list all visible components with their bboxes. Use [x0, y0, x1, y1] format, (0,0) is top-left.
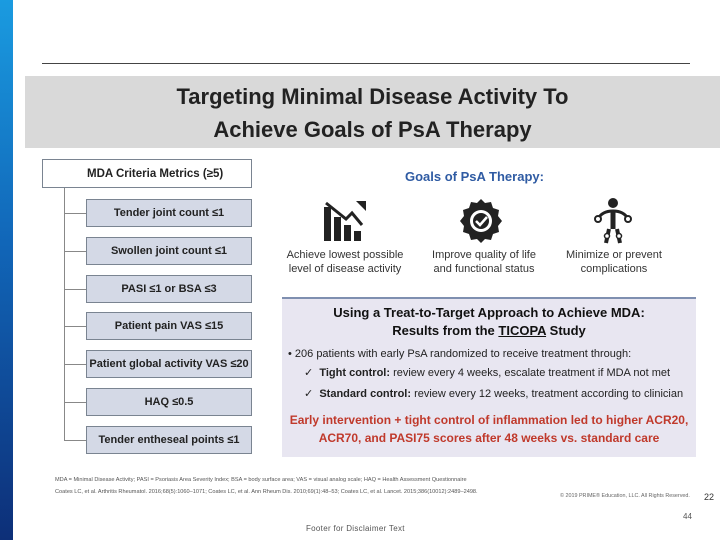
goal-quality-of-life [414, 248, 554, 276]
ticopa-panel [282, 297, 696, 457]
tight-control-label: Tight control: [319, 367, 391, 379]
quality-badge-icon [456, 197, 506, 245]
criterion-pasi-bsa: PASI ≤1 or BSA ≤3 [86, 275, 252, 303]
body-joints-icon [588, 197, 638, 245]
slide-title-line-1: Targeting Minimal Disease Activity To [176, 84, 569, 109]
goal-quality-of-life-line-1: Improve quality of life [432, 249, 536, 261]
criteria-header: MDA Criteria Metrics (≥5) [42, 159, 252, 188]
tree-branch [64, 326, 86, 327]
criterion-swollen-joint: Swollen joint count ≤1 [86, 237, 252, 265]
references-footnote: Coates LC, et al. Arthritis Rheumatol. 2016;68(5):1060–1071; Coates LC, et al. Ann Rheum Dis. 2010;69(1):48–53; Coates LC, et al. Lancet. 2015;386(10012):2489–2498. [55, 489, 478, 495]
conclusion-line-1: Early intervention + tight control of inflammation led to higher ACR20, [289, 413, 689, 427]
study-bullet: • 206 patients with early PsA randomized to receive treatment through: [288, 348, 632, 360]
inner-slide-number: 22 [704, 492, 715, 502]
goal-complications-line-1: Minimize or prevent [566, 249, 662, 261]
goals-heading: Goals of PsA Therapy: [405, 169, 544, 184]
left-accent-bar [0, 0, 13, 540]
tree-branch [64, 402, 86, 403]
tree-branch [64, 364, 86, 365]
criterion-global-activity-vas: Patient global activity VAS ≤20 [86, 350, 252, 378]
criterion-haq: HAQ ≤0.5 [86, 388, 252, 416]
tight-control-text: review every 4 weeks, escalate treatment if MDA not met [390, 367, 671, 379]
declining-chart-icon [320, 197, 370, 245]
tree-branch [64, 251, 86, 252]
criterion-pain-vas: Patient pain VAS ≤15 [86, 312, 252, 340]
tree-branch [64, 440, 86, 441]
panel-heading-2 [282, 323, 696, 338]
ticopa-link[interactable]: TICOPA [498, 323, 547, 338]
goal-disease-activity [275, 248, 415, 276]
criterion-tender-entheseal: Tender entheseal points ≤1 [86, 426, 252, 454]
criterion-tender-joint: Tender joint count ≤1 [86, 199, 252, 227]
standard-control-label: Standard control: [319, 388, 412, 400]
tight-control-item: ✓ Tight control: review every 4 weeks, escalate treatment if MDA not met [304, 367, 671, 379]
abbreviations-footnote: MDA = Minimal Disease Activity; PASI = Psoriasis Area Severity Index; BSA = body surface area; VAS = visual analog scale; HAQ = Health Assessment Questionnaire [55, 477, 467, 483]
panel-heading-1: Using a Treat-to-Target Approach to Achieve MDA: [333, 305, 645, 320]
title-band [25, 76, 720, 148]
goal-complications-line-2: complications [580, 263, 648, 275]
standard-control-text: review every 12 weeks, treatment according to clinician [411, 388, 684, 400]
goal-complications [544, 248, 684, 276]
tree-branch [64, 289, 86, 290]
footer-disclaimer: Footer for Disclaimer Text [306, 524, 405, 533]
goal-quality-of-life-line-2: and functional status [433, 263, 535, 275]
top-divider [42, 63, 690, 64]
copyright-notice: © 2019 PRIME® Education, LLC. All Rights Reserved. [560, 493, 690, 499]
heading-suffix: Study [546, 323, 586, 338]
goal-disease-activity-line-2: level of disease activity [288, 263, 402, 275]
standard-control-item: ✓ Standard control: review every 12 weeks, treatment according to clinician [304, 388, 684, 400]
tree-branch [64, 213, 86, 214]
heading-prefix: Results from the [392, 323, 499, 338]
slide-title-line-2: Achieve Goals of PsA Therapy [213, 117, 532, 142]
goal-disease-activity-line-1: Achieve lowest possible [286, 249, 404, 261]
slide-number: 44 [683, 512, 692, 521]
conclusion-line-2: ACR70, and PASI75 scores after 48 weeks vs. standard care [318, 431, 660, 445]
